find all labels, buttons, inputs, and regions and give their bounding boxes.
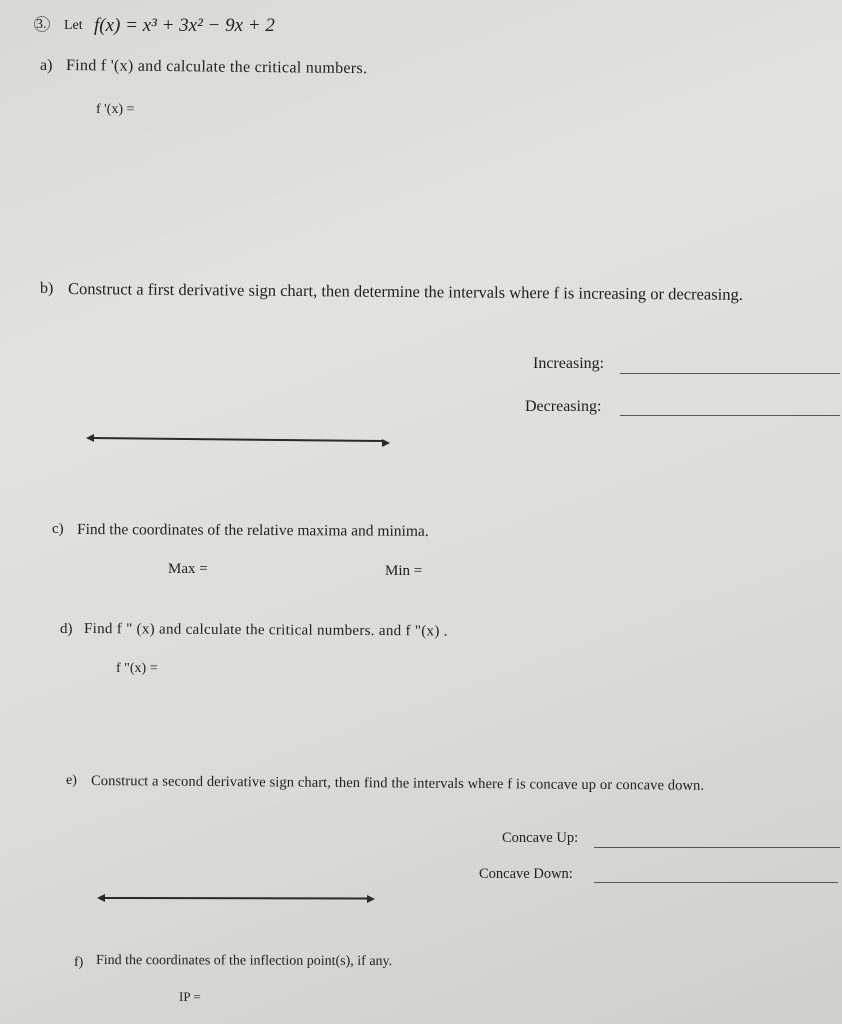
- part-c-label: c): [52, 521, 64, 537]
- min-label: Min =: [385, 563, 423, 579]
- max-label: Max =: [168, 561, 208, 577]
- part-f-answer-label: IP =: [179, 989, 201, 1004]
- problem-function: f(x) = x³ + 3x² − 9x + 2: [94, 15, 275, 36]
- part-f-label: f): [74, 955, 84, 970]
- part-b-text: Construct a first derivative sign chart, then determine the intervals where f is increasing or decreasing.: [67, 279, 743, 304]
- number-line-1-right-arrow-icon: [382, 439, 390, 447]
- concave-down-answer-line[interactable]: [594, 882, 838, 883]
- part-d-text: Find f " (x) and calculate the critical numbers. and f "(x) .: [83, 621, 448, 640]
- increasing-label: Increasing:: [533, 355, 605, 372]
- number-line-2[interactable]: [103, 897, 369, 899]
- decreasing-answer-line[interactable]: [620, 415, 840, 416]
- number-line-1[interactable]: [92, 437, 384, 442]
- problem-let-label: Let: [64, 18, 83, 33]
- part-a-text: Find f '(x) and calculate the critical numbers.: [65, 57, 368, 78]
- number-line-2-right-arrow-icon: [367, 895, 375, 903]
- part-e-text: Construct a second derivative sign chart, then find the intervals where f is concave up or concave down.: [90, 773, 705, 794]
- part-f-text: Find the coordinates of the inflection point(s), if any.: [95, 953, 393, 970]
- concave-down-label: Concave Down:: [479, 866, 573, 882]
- part-d-answer-label: f "(x) =: [116, 661, 158, 676]
- problem-number: 3.: [36, 17, 47, 32]
- increasing-answer-line[interactable]: [620, 373, 840, 374]
- part-e-label: e): [66, 773, 77, 788]
- concave-up-label: Concave Up:: [502, 830, 579, 846]
- part-b-label: b): [40, 280, 54, 297]
- decreasing-label: Decreasing:: [525, 398, 602, 415]
- concave-up-answer-line[interactable]: [594, 847, 840, 848]
- part-a-answer-label: f '(x) =: [96, 102, 135, 117]
- part-a-label: a): [40, 57, 53, 74]
- part-d-label: d): [60, 621, 73, 637]
- part-c-text: Find the coordinates of the relative maxima and minima.: [76, 521, 429, 540]
